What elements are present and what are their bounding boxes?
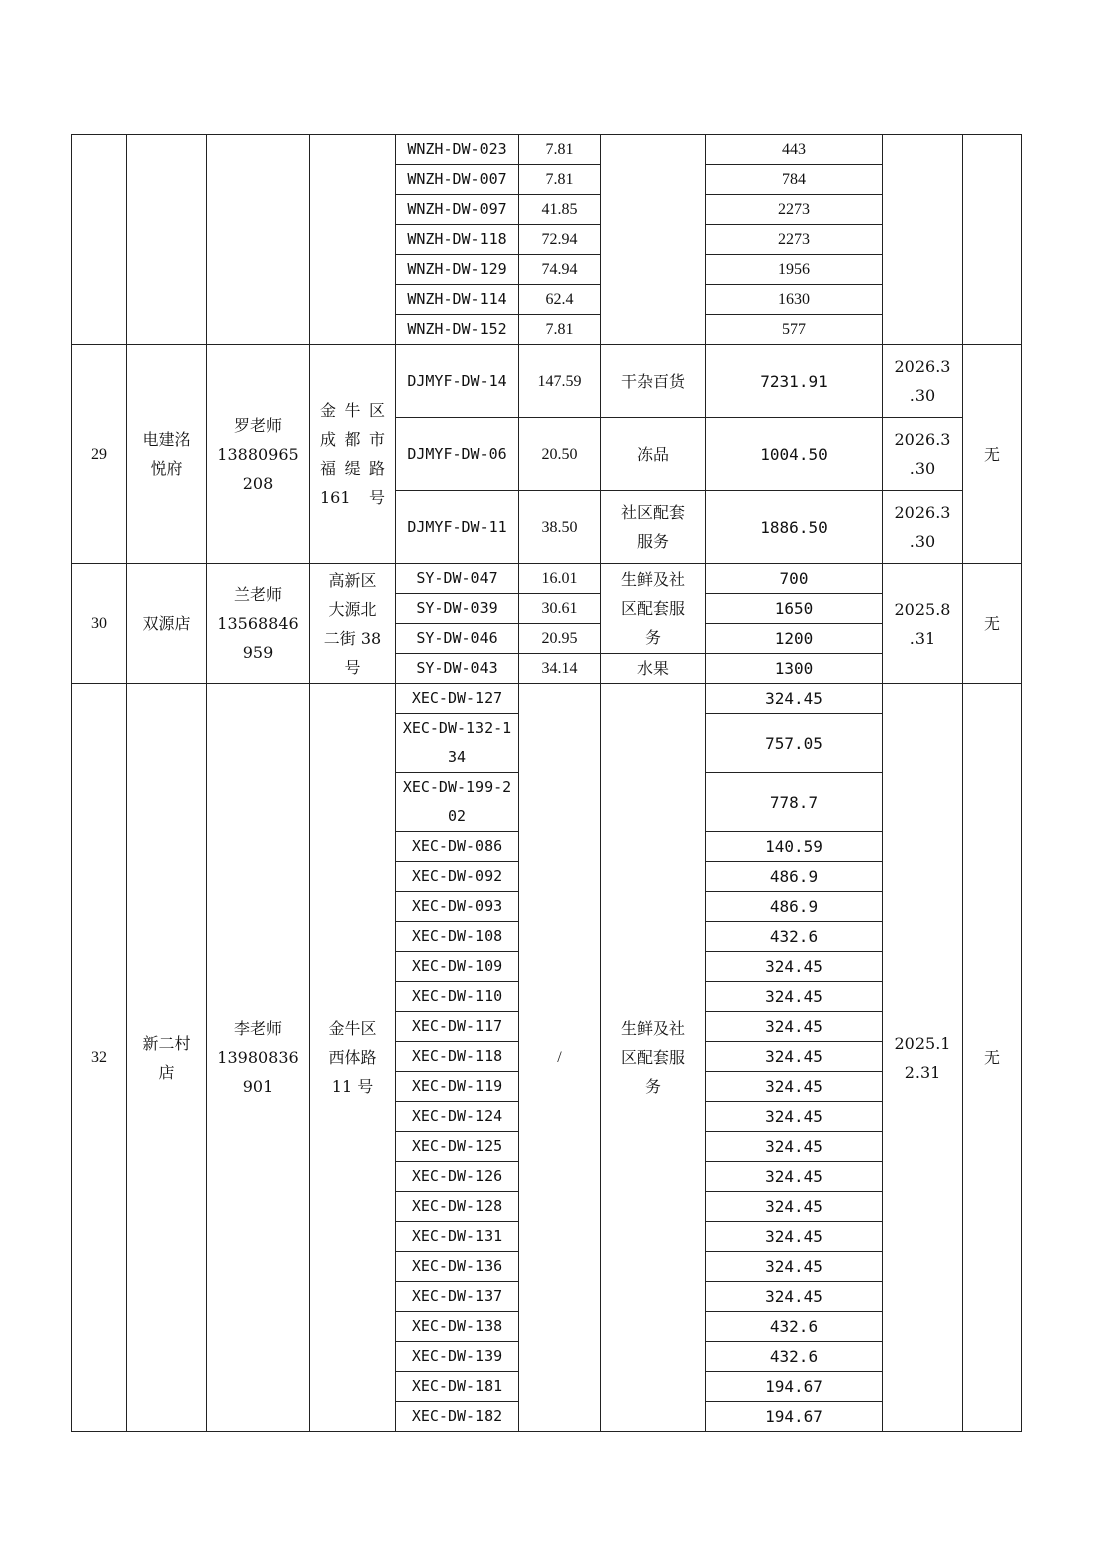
cell-contact-empty — [207, 135, 310, 345]
unit-rent: 757.05 — [706, 714, 883, 773]
unit-rent: 324.45 — [706, 1282, 883, 1312]
unit-area: / — [519, 684, 601, 1432]
unit-code: SY-DW-046 — [396, 624, 519, 654]
unit-use-line: 务 — [644, 628, 661, 647]
contact-line: 13980836 — [217, 1048, 299, 1067]
shop-name-line: 新二村 — [142, 1033, 191, 1053]
address-line: 11 号 — [331, 1077, 374, 1096]
table-row — [72, 684, 1022, 714]
unit-code: WNZH-DW-152 — [396, 315, 519, 345]
unit-code: WNZH-DW-023 — [396, 135, 519, 165]
expiry-date-line: .30 — [909, 459, 936, 478]
shop-name-line: 双源店 — [142, 614, 191, 633]
unit-area: 147.59 — [519, 345, 601, 418]
unit-code: XEC-DW-118 — [396, 1042, 519, 1072]
unit-use-line: 干杂百货 — [620, 371, 685, 391]
record-number: 32 — [72, 684, 127, 1432]
unit-use-line: 服务 — [636, 532, 669, 551]
unit-rent: 2273 — [706, 225, 883, 255]
unit-rent: 324.45 — [706, 1042, 883, 1072]
remark: 无 — [963, 684, 1022, 1432]
expiry-date — [883, 418, 963, 491]
unit-rent: 324.45 — [706, 1222, 883, 1252]
table-row — [72, 135, 1022, 165]
unit-use — [601, 684, 706, 1432]
unit-area: 7.81 — [519, 135, 601, 165]
unit-rent: 324.45 — [706, 1072, 883, 1102]
unit-use — [601, 345, 706, 418]
shop-name-line: 店 — [158, 1062, 175, 1082]
unit-use-line: 社区配套 — [620, 503, 685, 522]
unit-use-line: 区配套服 — [620, 1048, 685, 1067]
address-line: 成都市 — [320, 430, 385, 449]
unit-rent: 432.6 — [706, 1312, 883, 1342]
unit-rent: 1300 — [706, 654, 883, 684]
unit-rent: 140.59 — [706, 832, 883, 862]
unit-code: SY-DW-047 — [396, 564, 519, 594]
unit-use-line: 生鲜及社 — [620, 1019, 685, 1038]
unit-code: WNZH-DW-129 — [396, 255, 519, 285]
contact — [207, 684, 310, 1432]
address-line: 号 — [344, 657, 361, 677]
remark: 无 — [963, 564, 1022, 684]
address-line: 161 号 — [320, 488, 385, 507]
unit-area: 30.61 — [519, 594, 601, 624]
unit-area: 16.01 — [519, 564, 601, 594]
unit-code: XEC-DW-138 — [396, 1312, 519, 1342]
unit-code: XEC-DW-092 — [396, 862, 519, 892]
unit-use — [601, 418, 706, 491]
table-row — [72, 345, 1022, 418]
unit-rent: 486.9 — [706, 862, 883, 892]
expiry-date-line: .30 — [909, 386, 936, 405]
unit-rent: 324.45 — [706, 1012, 883, 1042]
unit-rent: 1650 — [706, 594, 883, 624]
unit-rent: 443 — [706, 135, 883, 165]
shop-name — [127, 345, 207, 564]
record-number: 29 — [72, 345, 127, 564]
expiry-date-line: 2026.3 — [894, 503, 951, 522]
address-line: 二街 38 — [323, 628, 382, 648]
shop-name — [127, 564, 207, 684]
unit-code: XEC-DW-117 — [396, 1012, 519, 1042]
unit-code: XEC-DW-119 — [396, 1072, 519, 1102]
address — [310, 345, 396, 564]
unit-rent: 324.45 — [706, 1102, 883, 1132]
unit-code: XEC-DW-125 — [396, 1132, 519, 1162]
unit-rent: 324.45 — [706, 982, 883, 1012]
unit-code-line: XEC-DW-199-2 — [402, 778, 512, 796]
unit-code: XEC-DW-128 — [396, 1192, 519, 1222]
unit-code: WNZH-DW-114 — [396, 285, 519, 315]
address-line: 高新区 — [328, 570, 377, 590]
contact-line: 13880965 — [217, 444, 299, 464]
unit-area: 38.50 — [519, 491, 601, 564]
shop-name — [127, 684, 207, 1432]
address-line: 金牛区 — [320, 401, 385, 420]
unit-use-line: 生鲜及社 — [620, 570, 685, 589]
contact-line: 13568846 — [217, 614, 299, 633]
unit-rent: 1630 — [706, 285, 883, 315]
unit-code: XEC-DW-131 — [396, 1222, 519, 1252]
unit-use-line: 冻品 — [636, 444, 669, 464]
unit-use — [601, 564, 706, 654]
address — [310, 564, 396, 684]
expiry-date — [883, 564, 963, 684]
unit-use-line: 务 — [644, 1077, 661, 1096]
cell-address-empty — [310, 135, 396, 345]
unit-code: SY-DW-039 — [396, 594, 519, 624]
unit-rent: 324.45 — [706, 1192, 883, 1222]
unit-rent: 324.45 — [706, 1252, 883, 1282]
table-row — [72, 564, 1022, 594]
contact-line: 959 — [242, 643, 274, 662]
cell-remark-empty — [963, 135, 1022, 345]
unit-code: WNZH-DW-007 — [396, 165, 519, 195]
contact — [207, 345, 310, 564]
unit-rent: 194.67 — [706, 1372, 883, 1402]
cell-use-empty — [601, 135, 706, 345]
unit-rent: 1956 — [706, 255, 883, 285]
unit-rent: 7231.91 — [706, 345, 883, 418]
unit-area: 62.4 — [519, 285, 601, 315]
unit-rent: 700 — [706, 564, 883, 594]
unit-code: WNZH-DW-118 — [396, 225, 519, 255]
unit-code: XEC-DW-181 — [396, 1372, 519, 1402]
contact-line: 901 — [242, 1077, 274, 1096]
unit-code: SY-DW-043 — [396, 654, 519, 684]
remark: 无 — [963, 345, 1022, 564]
expiry-date — [883, 345, 963, 418]
unit-rent: 2273 — [706, 195, 883, 225]
unit-code: XEC-DW-126 — [396, 1162, 519, 1192]
unit-code: XEC-DW-139 — [396, 1342, 519, 1372]
address-line: 大源北 — [328, 599, 377, 619]
unit-area: 7.81 — [519, 315, 601, 345]
table-body — [72, 135, 1022, 1432]
cell-no-empty — [72, 135, 127, 345]
unit-code: XEC-DW-137 — [396, 1282, 519, 1312]
unit-area: 20.95 — [519, 624, 601, 654]
unit-rent: 324.45 — [706, 1162, 883, 1192]
unit-rent: 432.6 — [706, 1342, 883, 1372]
expiry-date-line: 2025.8 — [894, 599, 951, 619]
contact-line: 李老师 — [233, 1019, 282, 1038]
address-line: 福缇路 — [320, 459, 385, 478]
unit-code — [396, 714, 519, 773]
unit-area: 41.85 — [519, 195, 601, 225]
expiry-date-line: 2026.3 — [894, 430, 951, 449]
expiry-date-line: .30 — [909, 532, 936, 551]
unit-code: XEC-DW-182 — [396, 1402, 519, 1432]
expiry-date-line: 2025.1 — [894, 1033, 951, 1053]
unit-code: DJMYF-DW-14 — [396, 345, 519, 418]
shop-name-line: 电建洺 — [142, 430, 191, 449]
unit-use — [601, 491, 706, 564]
address-line: 金牛区 — [328, 1019, 377, 1038]
contact-line: 罗老师 — [233, 415, 282, 435]
expiry-date — [883, 491, 963, 564]
unit-code-line: 34 — [447, 748, 467, 766]
expiry-date — [883, 684, 963, 1432]
unit-code: XEC-DW-124 — [396, 1102, 519, 1132]
unit-code: DJMYF-DW-06 — [396, 418, 519, 491]
expiry-date-line: 2026.3 — [894, 357, 951, 376]
unit-area: 72.94 — [519, 225, 601, 255]
contact-line: 兰老师 — [233, 585, 282, 604]
unit-rent: 1200 — [706, 624, 883, 654]
unit-area: 20.50 — [519, 418, 601, 491]
unit-area: 7.81 — [519, 165, 601, 195]
unit-area: 74.94 — [519, 255, 601, 285]
unit-rent: 784 — [706, 165, 883, 195]
expiry-date-line: 2.31 — [904, 1062, 941, 1082]
contact-line: 208 — [242, 473, 274, 493]
unit-code — [396, 773, 519, 832]
unit-code: XEC-DW-086 — [396, 832, 519, 862]
unit-code: XEC-DW-127 — [396, 684, 519, 714]
unit-rent: 577 — [706, 315, 883, 345]
unit-code: WNZH-DW-097 — [396, 195, 519, 225]
expiry-date-line: .31 — [909, 628, 936, 648]
contact — [207, 564, 310, 684]
unit-code: XEC-DW-108 — [396, 922, 519, 952]
unit-rent: 324.45 — [706, 1132, 883, 1162]
unit-rent: 1886.50 — [706, 491, 883, 564]
unit-code: DJMYF-DW-11 — [396, 491, 519, 564]
unit-use: 水果 — [601, 654, 706, 684]
shop-rental-table — [71, 134, 1022, 1432]
cell-name-empty — [127, 135, 207, 345]
unit-rent: 324.45 — [706, 684, 883, 714]
unit-rent: 194.67 — [706, 1402, 883, 1432]
record-number: 30 — [72, 564, 127, 684]
unit-area: 34.14 — [519, 654, 601, 684]
unit-code-line: 02 — [447, 807, 467, 825]
unit-code: XEC-DW-136 — [396, 1252, 519, 1282]
unit-code: XEC-DW-110 — [396, 982, 519, 1012]
unit-code: XEC-DW-093 — [396, 892, 519, 922]
unit-code-line: XEC-DW-132-1 — [402, 719, 512, 737]
unit-rent: 432.6 — [706, 922, 883, 952]
unit-rent: 778.7 — [706, 773, 883, 832]
unit-code: XEC-DW-109 — [396, 952, 519, 982]
address-line: 西体路 — [328, 1048, 377, 1067]
shop-name-line: 悦府 — [150, 459, 183, 478]
address — [310, 684, 396, 1432]
cell-date-empty — [883, 135, 963, 345]
unit-rent: 486.9 — [706, 892, 883, 922]
unit-rent: 324.45 — [706, 952, 883, 982]
unit-rent: 1004.50 — [706, 418, 883, 491]
unit-use-line: 区配套服 — [620, 599, 685, 618]
